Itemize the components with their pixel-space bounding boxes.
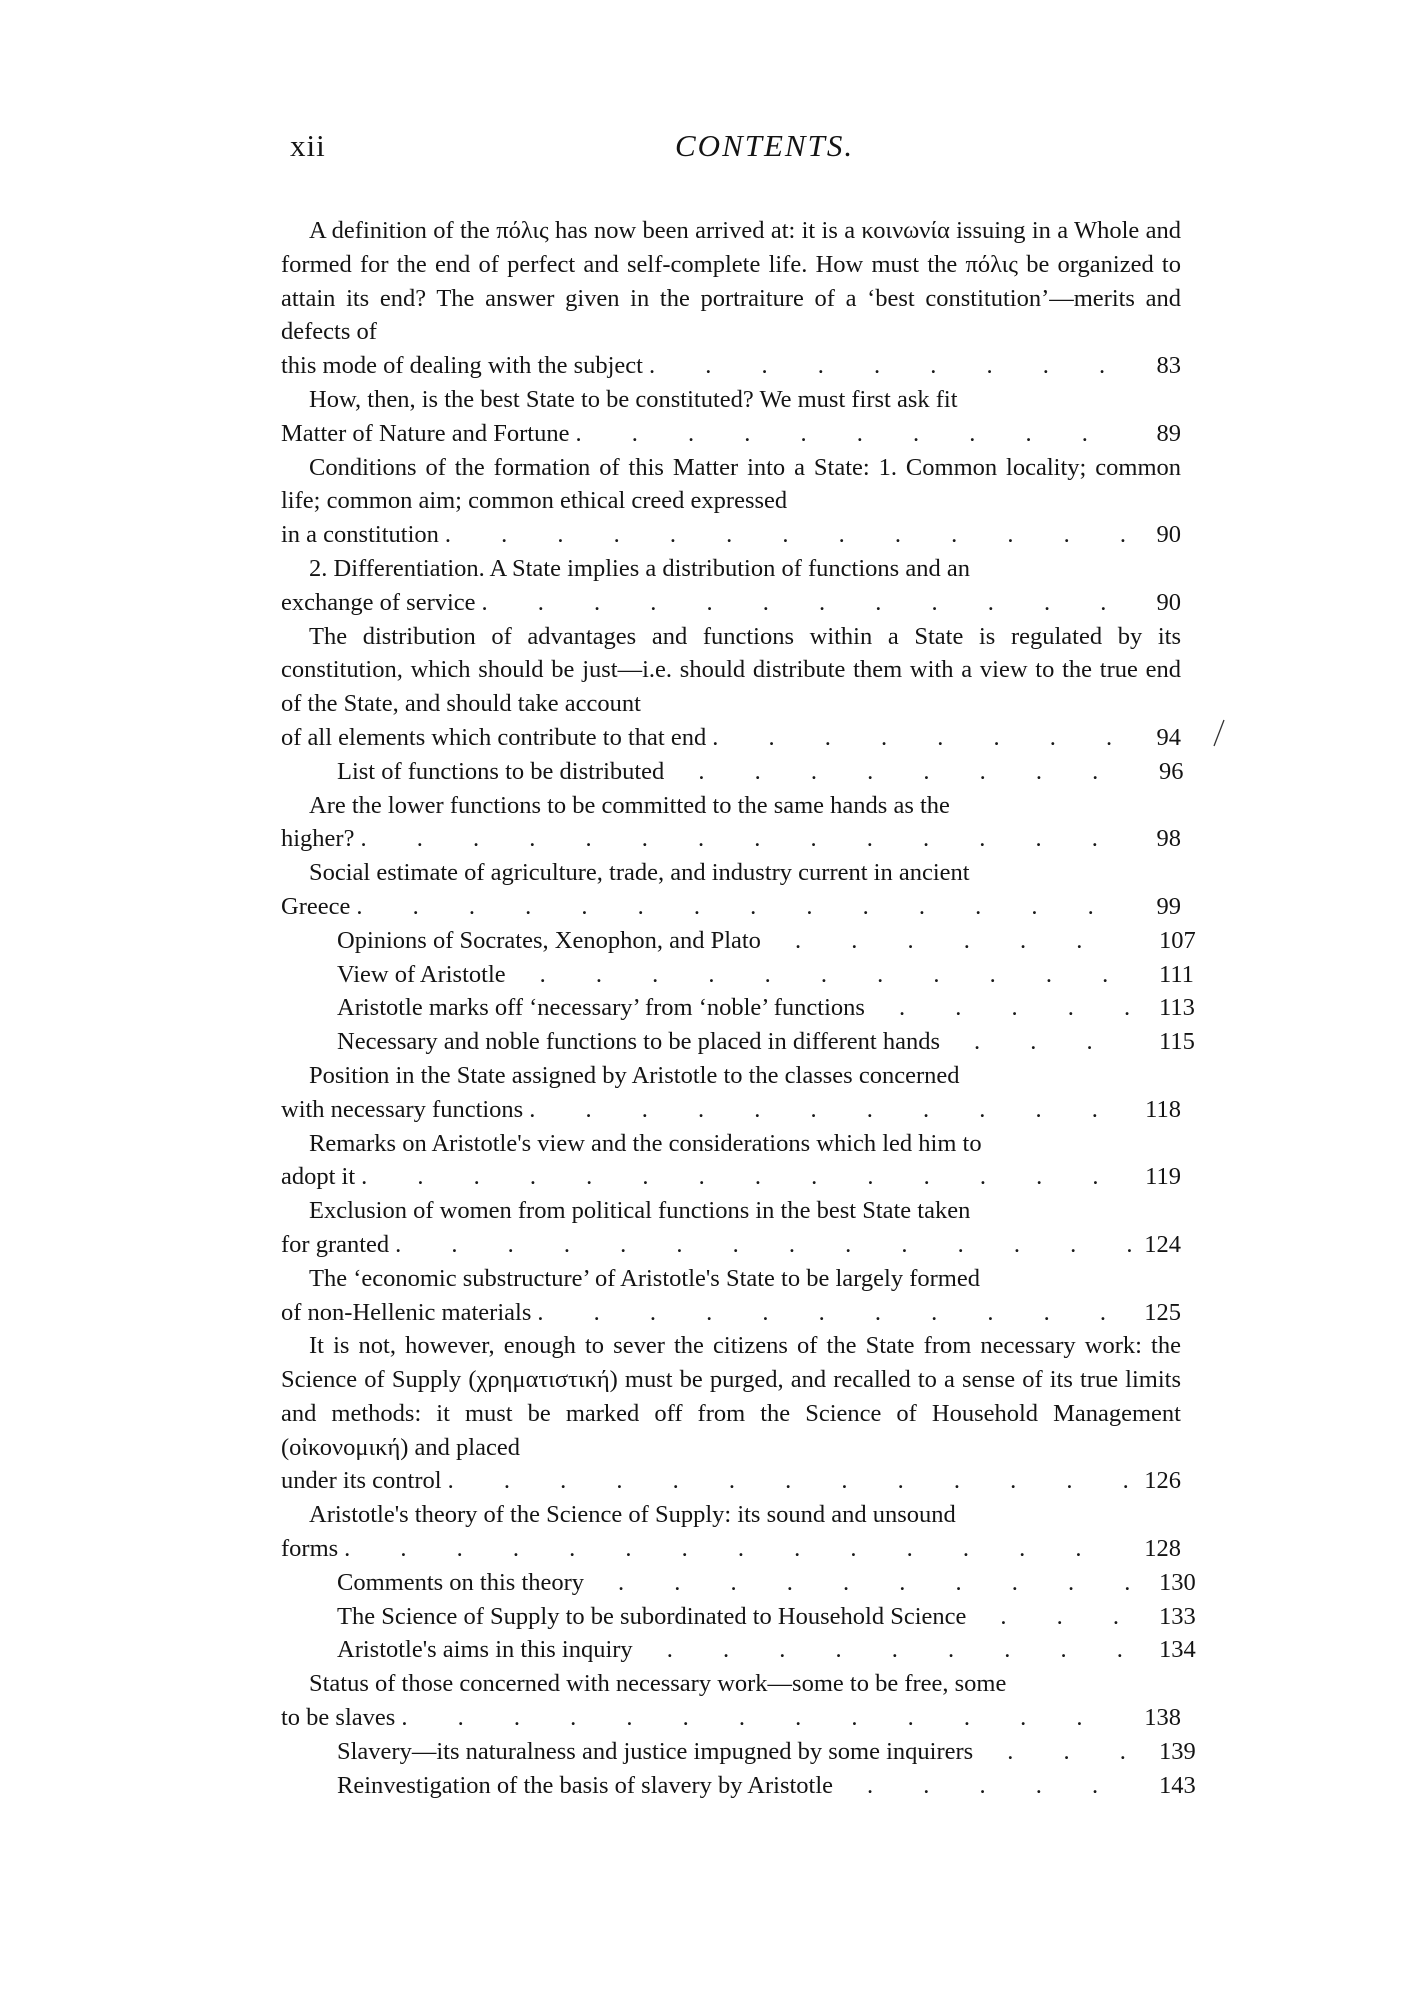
page-number: 83 [1156,352,1181,380]
toc-entry-last-line [281,890,1181,924]
toc-entry [281,1633,1196,1667]
toc-entry-text: The ‘economic substructure’ of Aristotle's State to be largely formed [309,1264,980,1292]
dot-leader [966,1600,1131,1634]
toc-entry-tail: Aristotle marks off ‘necessary’ from ‘noble’ functions [337,994,865,1022]
toc-entry-last-line [281,1025,1195,1059]
running-header [290,128,1250,172]
toc-entry-tail: higher? [281,825,355,853]
running-title: CONTENTS. [675,128,855,163]
toc-entry-last-line [281,1160,1181,1194]
contents-list [281,214,1196,1802]
dot-leader [664,755,1131,789]
toc-entry-tail: The Science of Supply to be subordinated to Household Science [337,1602,967,1630]
toc-entry-last-line [281,417,1181,451]
page-number: 138 [1144,1704,1181,1732]
toc-entry [281,856,1181,924]
toc-entry-last-line [281,755,1184,789]
toc-entry-last-line [281,991,1195,1025]
dot-leader [569,417,1131,451]
toc-entry-last-line [281,586,1181,620]
page-number: 113 [1159,994,1195,1022]
page-number: 119 [1145,1163,1181,1191]
toc-entry [281,789,1181,857]
toc-entry-text: How, then, is the best State to be constituted? We must first ask fit [309,385,958,413]
dot-leader [865,991,1131,1025]
toc-entry-tail: under its control [281,1467,442,1495]
toc-entry-tail: View of Aristotle [337,960,506,988]
page-number: 90 [1156,588,1181,616]
page-number: 118 [1145,1095,1181,1123]
toc-entry-last-line [281,822,1181,856]
toc-entry-tail: List of functions to be distributed [337,757,665,785]
page-number: 130 [1159,1568,1196,1596]
toc-entry-last-line [281,1735,1196,1769]
toc-entry-tail: adopt it [281,1163,356,1191]
toc-entry-tail: to be slaves [281,1704,396,1732]
toc-entry [281,1194,1181,1262]
toc-entry-text: Aristotle's theory of the Science of Supply: its sound and unsound [309,1501,956,1529]
margin-pencil-mark [1212,718,1226,748]
toc-entry-tail: Comments on this theory [337,1568,585,1596]
toc-entry-tail: Slavery—its naturalness and justice impugned by some inquirers [337,1737,974,1765]
toc-entry-last-line [281,721,1181,755]
toc-entry [281,383,1181,451]
page-number: 107 [1159,926,1196,954]
toc-entry [281,1769,1196,1803]
dot-leader [389,1228,1131,1262]
dot-leader [506,958,1131,992]
dot-leader [973,1735,1131,1769]
toc-entry [281,1600,1196,1634]
toc-entry [281,1127,1181,1195]
page-number: 99 [1156,892,1181,920]
page-number: 111 [1159,960,1194,988]
toc-entry [281,214,1181,383]
toc-entry-last-line [281,1600,1196,1634]
dot-leader [338,1532,1131,1566]
toc-entry-text: Conditions of the formation of this Matter into a State: 1. Common locality; common life; common aim; common ethical creed expressed [281,453,1181,515]
toc-entry-text: Position in the State assigned by Aristotle to the classes concerned [309,1061,960,1089]
dot-leader [354,822,1131,856]
dot-leader [476,586,1131,620]
toc-entry-tail: Greece [281,892,351,920]
toc-entry-text: Exclusion of women from political functions in the best State taken [309,1197,971,1225]
toc-entry-tail: this mode of dealing with the subject [281,352,643,380]
toc-entry [281,924,1196,958]
page-number: 143 [1159,1771,1196,1799]
toc-entry-last-line [281,958,1194,992]
toc-entry-text: The distribution of advantages and functions within a State is regulated by its constitution, which should be just—i.e. should distribute them with a view to the true end of the State, and should take account [281,622,1181,718]
toc-entry [281,1329,1181,1498]
page-number: 90 [1156,521,1181,549]
dot-leader [633,1633,1131,1667]
page-number: 133 [1159,1602,1196,1630]
toc-entry [281,1262,1181,1330]
toc-entry-last-line [281,1633,1196,1667]
toc-entry-tail: exchange of service [281,588,476,616]
toc-entry-tail: of all elements which contribute to that end [281,723,707,751]
toc-entry-last-line [281,1532,1181,1566]
page-number: 125 [1144,1298,1181,1326]
toc-entry-tail: Necessary and noble functions to be placed in different hands [337,1028,941,1056]
dot-leader [395,1701,1131,1735]
toc-entry-text: It is not, however, enough to sever the citizens of the State from necessary work: the Science of Supply (χρηματιστική) must be purged, and recalled to a sense of its true limits and methods: it must be marked off from the Science of Household Management (οἰκονομική) and placed [281,1332,1181,1461]
toc-entry-tail: forms [281,1535,339,1563]
page-number: 115 [1159,1028,1195,1056]
dot-leader [643,349,1131,383]
toc-entry-text: Are the lower functions to be committed to the same hands as the [309,791,950,819]
page-number: 96 [1159,757,1184,785]
dot-leader [833,1769,1131,1803]
toc-entry-tail: Reinvestigation of the basis of slavery by Aristotle [337,1771,834,1799]
toc-entry [281,991,1195,1025]
toc-entry-tail: Opinions of Socrates, Xenophon, and Plato [337,926,761,954]
dot-leader [355,1160,1131,1194]
toc-entry-last-line [281,1701,1181,1735]
dot-leader [761,924,1131,958]
toc-entry [281,755,1184,789]
page-number: 124 [1144,1230,1181,1258]
toc-entry-tail: Aristotle's aims in this inquiry [337,1636,633,1664]
toc-entry-last-line [281,349,1181,383]
toc-entry [281,1025,1195,1059]
dot-leader [706,721,1131,755]
toc-entry-last-line [281,1228,1181,1262]
page-folio: xii [290,128,326,163]
dot-leader [584,1566,1131,1600]
toc-entry-text: A definition of the πόλις has now been arrived at: it is a κοινωνία issuing in a Whole and formed for the end of perfect and self-complete life. How must the πόλις be organized to attain its end? The answer given in the portraiture of a ‘best constitution’—merits and defects of [281,217,1181,346]
dot-leader [350,890,1131,924]
toc-entry-text: 2. Differentiation. A State implies a distribution of functions and an [309,554,970,582]
toc-entry [281,451,1181,552]
dot-leader [439,518,1131,552]
toc-entry [281,552,1181,620]
toc-entry-text: Remarks on Aristotle's view and the considerations which led him to [309,1129,982,1157]
page-number: 134 [1159,1636,1196,1664]
toc-entry-last-line [281,1093,1181,1127]
page-number: 139 [1159,1737,1196,1765]
toc-entry [281,1059,1181,1127]
toc-entry [281,1667,1181,1735]
dot-leader [442,1464,1131,1498]
toc-entry-last-line [281,1566,1196,1600]
page-number: 94 [1156,723,1181,751]
toc-entry-last-line [281,1464,1181,1498]
dot-leader [531,1296,1131,1330]
dot-leader [940,1025,1131,1059]
toc-entry [281,1566,1196,1600]
toc-entry [281,620,1181,755]
toc-entry-last-line [281,518,1181,552]
toc-entry-tail: with necessary functions [281,1095,524,1123]
toc-entry-tail: in a constitution [281,521,439,549]
toc-entry-last-line [281,1769,1196,1803]
page-number: 98 [1156,825,1181,853]
toc-entry-tail: of non-Hellenic materials [281,1298,532,1326]
dot-leader [523,1093,1131,1127]
toc-entry-tail: for granted [281,1230,390,1258]
toc-entry [281,1498,1181,1566]
page-number: 89 [1156,419,1181,447]
toc-entry-last-line [281,1296,1181,1330]
toc-entry-last-line [281,924,1196,958]
toc-entry-tail: Matter of Nature and Fortune [281,419,570,447]
toc-entry [281,1735,1196,1769]
toc-entry [281,958,1194,992]
toc-entry-text: Social estimate of agriculture, trade, and industry current in ancient [309,859,970,887]
toc-entry-text: Status of those concerned with necessary work—some to be free, some [309,1670,1007,1698]
page-number: 128 [1144,1535,1181,1563]
page-number: 126 [1144,1467,1181,1495]
